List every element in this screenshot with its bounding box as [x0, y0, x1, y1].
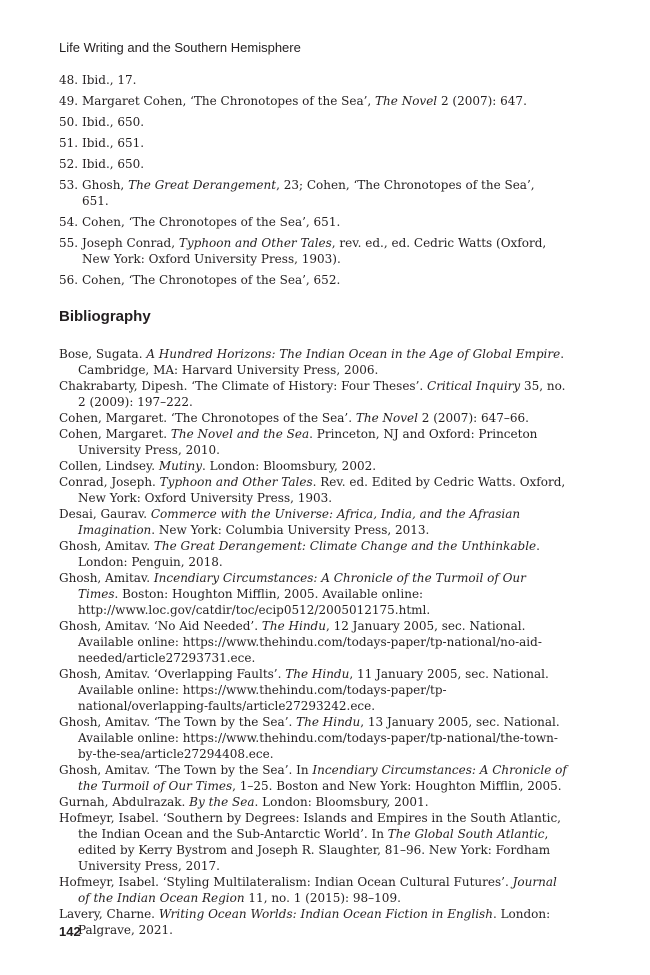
- text-run: . London: Bloomsbury, 2002.: [202, 459, 377, 473]
- bibliography-entry: [59, 762, 569, 794]
- bibliography-entry: [59, 506, 569, 538]
- endnote-number: 53.: [59, 178, 79, 192]
- bibliography-entry: [59, 410, 569, 426]
- bibliography-entry: [59, 874, 569, 906]
- text-run: , 12 January 2005, sec. National. Available online: https://www.thehindu.com/todays-paper/tp-national/no-aid-needed/article27293731.ece.: [78, 619, 542, 665]
- bibliography-entry: [59, 458, 569, 474]
- text-run: . London: Palgrave, 2021.: [78, 907, 551, 937]
- endnote-number: 51.: [59, 136, 79, 150]
- text-run: . Cambridge, MA: Harvard University Press, 2006.: [78, 347, 565, 377]
- endnote-number: 48.: [59, 73, 79, 87]
- bibliography-entry: [59, 378, 569, 410]
- text-run: Ibid., 651.: [82, 136, 145, 150]
- text-run: , 1–25. Boston and New York: Houghton Mifflin, 2005.: [232, 779, 562, 793]
- text-run: . London: Penguin, 2018.: [78, 539, 540, 569]
- bibliography-list: [59, 346, 569, 938]
- endnote: [59, 214, 549, 230]
- bibliography-entry: [59, 538, 569, 570]
- bibliography-entry: [59, 666, 569, 714]
- endnote: [59, 72, 549, 88]
- bibliography-entry: [59, 906, 569, 938]
- endnote: [59, 156, 549, 172]
- text-run: Ghosh, Amitav. ‘The Town by the Sea’.: [59, 715, 297, 729]
- text-run: 2 (2007): 647–66.: [417, 411, 529, 425]
- text-run: . New York: Columbia University Press, 2013.: [151, 523, 430, 537]
- text-run: 2 (2007): 647.: [437, 94, 527, 108]
- text-run: Bose, Sugata.: [59, 347, 147, 361]
- italic-title: Writing Ocean Worlds: Indian Ocean Fiction in English: [158, 907, 493, 921]
- text-run: Ibid., 650.: [82, 157, 145, 171]
- text-run: Hofmeyr, Isabel. ‘Styling Multilateralism: Indian Ocean Cultural Futures’.: [59, 875, 513, 889]
- text-run: Joseph Conrad,: [82, 236, 179, 250]
- text-run: . London: Bloomsbury, 2001.: [254, 795, 429, 809]
- text-run: Ghosh, Amitav.: [59, 539, 154, 553]
- bibliography-entry: [59, 810, 569, 874]
- text-run: Conrad, Joseph.: [59, 475, 160, 489]
- text-run: Cohen, Margaret. ‘The Chronotopes of the Sea’.: [59, 411, 356, 425]
- text-run: Margaret Cohen, ‘The Chronotopes of the Sea’,: [82, 94, 376, 108]
- italic-title: The Novel: [355, 411, 418, 425]
- italic-title: Critical Inquiry: [427, 379, 521, 393]
- endnote-number: 49.: [59, 94, 79, 108]
- text-run: , rev. ed., ed. Cedric Watts (Oxford, New York: Oxford University Press, 1903).: [82, 236, 547, 266]
- endnote-text: [82, 114, 549, 130]
- text-run: Ghosh, Amitav.: [59, 571, 154, 585]
- bibliography-entry: [59, 426, 569, 458]
- italic-title: The Great Derangement: [128, 178, 277, 192]
- endnote-text: [82, 156, 549, 172]
- endnote: [59, 135, 549, 151]
- endnote-text: [82, 177, 549, 209]
- italic-title: Mutiny: [158, 459, 203, 473]
- text-run: , 13 January 2005, sec. National. Available online: https://www.thehindu.com/todays-paper/tp-national/the-town-by-the-sea/article27294408.ece.: [78, 715, 560, 761]
- bibliography-entry: [59, 474, 569, 506]
- text-run: Desai, Gaurav.: [59, 507, 151, 521]
- page-number: 142: [59, 924, 81, 939]
- text-run: Lavery, Charne.: [59, 907, 159, 921]
- italic-title: Commerce with the Universe: Africa, India, and the Afrasian Imagination: [78, 507, 521, 537]
- endnote-text: [82, 72, 549, 88]
- text-run: . Princeton, NJ and Oxford: Princeton University Press, 2010.: [78, 427, 538, 457]
- endnote: [59, 235, 549, 267]
- text-run: . Rev. ed. Edited by Cedric Watts. Oxford, New York: Oxford University Press, 1903.: [78, 475, 566, 505]
- bibliography-entry: [59, 618, 569, 666]
- text-run: . Boston: Houghton Mifflin, 2005. Available online: http://www.loc.gov/catdir/toc/ecip0512/2005012175.html.: [78, 587, 431, 617]
- endnote: [59, 177, 549, 209]
- endnote-text: [82, 214, 549, 230]
- italic-title: A Hundred Horizons: The Indian Ocean in the Age of Global Empire: [146, 347, 561, 361]
- text-run: Ghosh, Amitav. ‘The Town by the Sea’. In: [59, 763, 313, 777]
- text-run: Ibid., 17.: [82, 73, 137, 87]
- italic-title: Journal of the Indian Ocean Region: [78, 875, 557, 905]
- running-head: Life Writing and the Southern Hemisphere: [59, 40, 301, 55]
- text-run: Cohen, ‘The Chronotopes of the Sea’, 652.: [82, 273, 341, 287]
- bibliography-entry: [59, 346, 569, 378]
- text-run: 11, no. 1 (2015): 98–109.: [244, 891, 401, 905]
- endnote-text: [82, 272, 549, 288]
- italic-title: The Hindu: [261, 619, 326, 633]
- italic-title: Typhoon and Other Tales: [159, 475, 313, 489]
- endnote: [59, 93, 549, 109]
- endnote-number: 50.: [59, 115, 79, 129]
- bibliography-entry: [59, 570, 569, 618]
- endnote-number: 56.: [59, 273, 79, 287]
- text-run: 35, no. 2 (2009): 197–222.: [78, 379, 566, 409]
- endnote-text: [82, 235, 549, 267]
- italic-title: Incendiary Circumstances: A Chronicle of the Turmoil of Our Times: [78, 571, 526, 601]
- text-run: Gurnah, Abdulrazak.: [59, 795, 190, 809]
- text-run: , 11 January 2005, sec. National. Available online: https://www.thehindu.com/todays-paper/tp-national/overlapping-faults/article27293242.ece.: [78, 667, 549, 713]
- text-run: Hofmeyr, Isabel. ‘Southern by Degrees: Islands and Empires in the South Atlantic, the Indian Ocean and the Sub-Antarctic World’. In: [59, 811, 561, 841]
- italic-title: The Great Derangement: Climate Change and the Unthinkable: [153, 539, 537, 553]
- italic-title: The Hindu: [296, 715, 361, 729]
- endnote: [59, 114, 549, 130]
- text-run: Ghosh,: [82, 178, 129, 192]
- text-run: Collen, Lindsey.: [59, 459, 159, 473]
- text-run: Ghosh, Amitav. ‘No Aid Needed’.: [59, 619, 262, 633]
- endnote-text: [82, 135, 549, 151]
- text-run: Ibid., 650.: [82, 115, 145, 129]
- text-run: , 23; Cohen, ‘The Chronotopes of the Sea’, 651.: [82, 178, 535, 208]
- bibliography-entry: [59, 794, 569, 810]
- endnote-text: [82, 93, 549, 109]
- bibliography-entry: [59, 714, 569, 762]
- italic-title: The Hindu: [285, 667, 350, 681]
- bibliography-heading: Bibliography: [59, 308, 151, 325]
- italic-title: Incendiary Circumstances: A Chronicle of the Turmoil of Our Times: [78, 763, 567, 793]
- endnote-number: 54.: [59, 215, 79, 229]
- italic-title: Typhoon and Other Tales: [178, 236, 332, 250]
- italic-title: The Novel and the Sea: [170, 427, 310, 441]
- endnote-number: 52.: [59, 157, 79, 171]
- endnote-number: 55.: [59, 236, 79, 250]
- text-run: , edited by Kerry Bystrom and Joseph R. Slaughter, 81–96. New York: Fordham University Press, 2017.: [78, 827, 551, 873]
- italic-title: By the Sea: [189, 795, 255, 809]
- italic-title: The Global South Atlantic: [387, 827, 545, 841]
- text-run: Cohen, Margaret.: [59, 427, 171, 441]
- text-run: Ghosh, Amitav. ‘Overlapping Faults’.: [59, 667, 286, 681]
- endnotes-list: [59, 72, 549, 293]
- text-run: Cohen, ‘The Chronotopes of the Sea’, 651.: [82, 215, 341, 229]
- endnote: [59, 272, 549, 288]
- text-run: Chakrabarty, Dipesh. ‘The Climate of History: Four Theses’.: [59, 379, 428, 393]
- italic-title: The Novel: [375, 94, 438, 108]
